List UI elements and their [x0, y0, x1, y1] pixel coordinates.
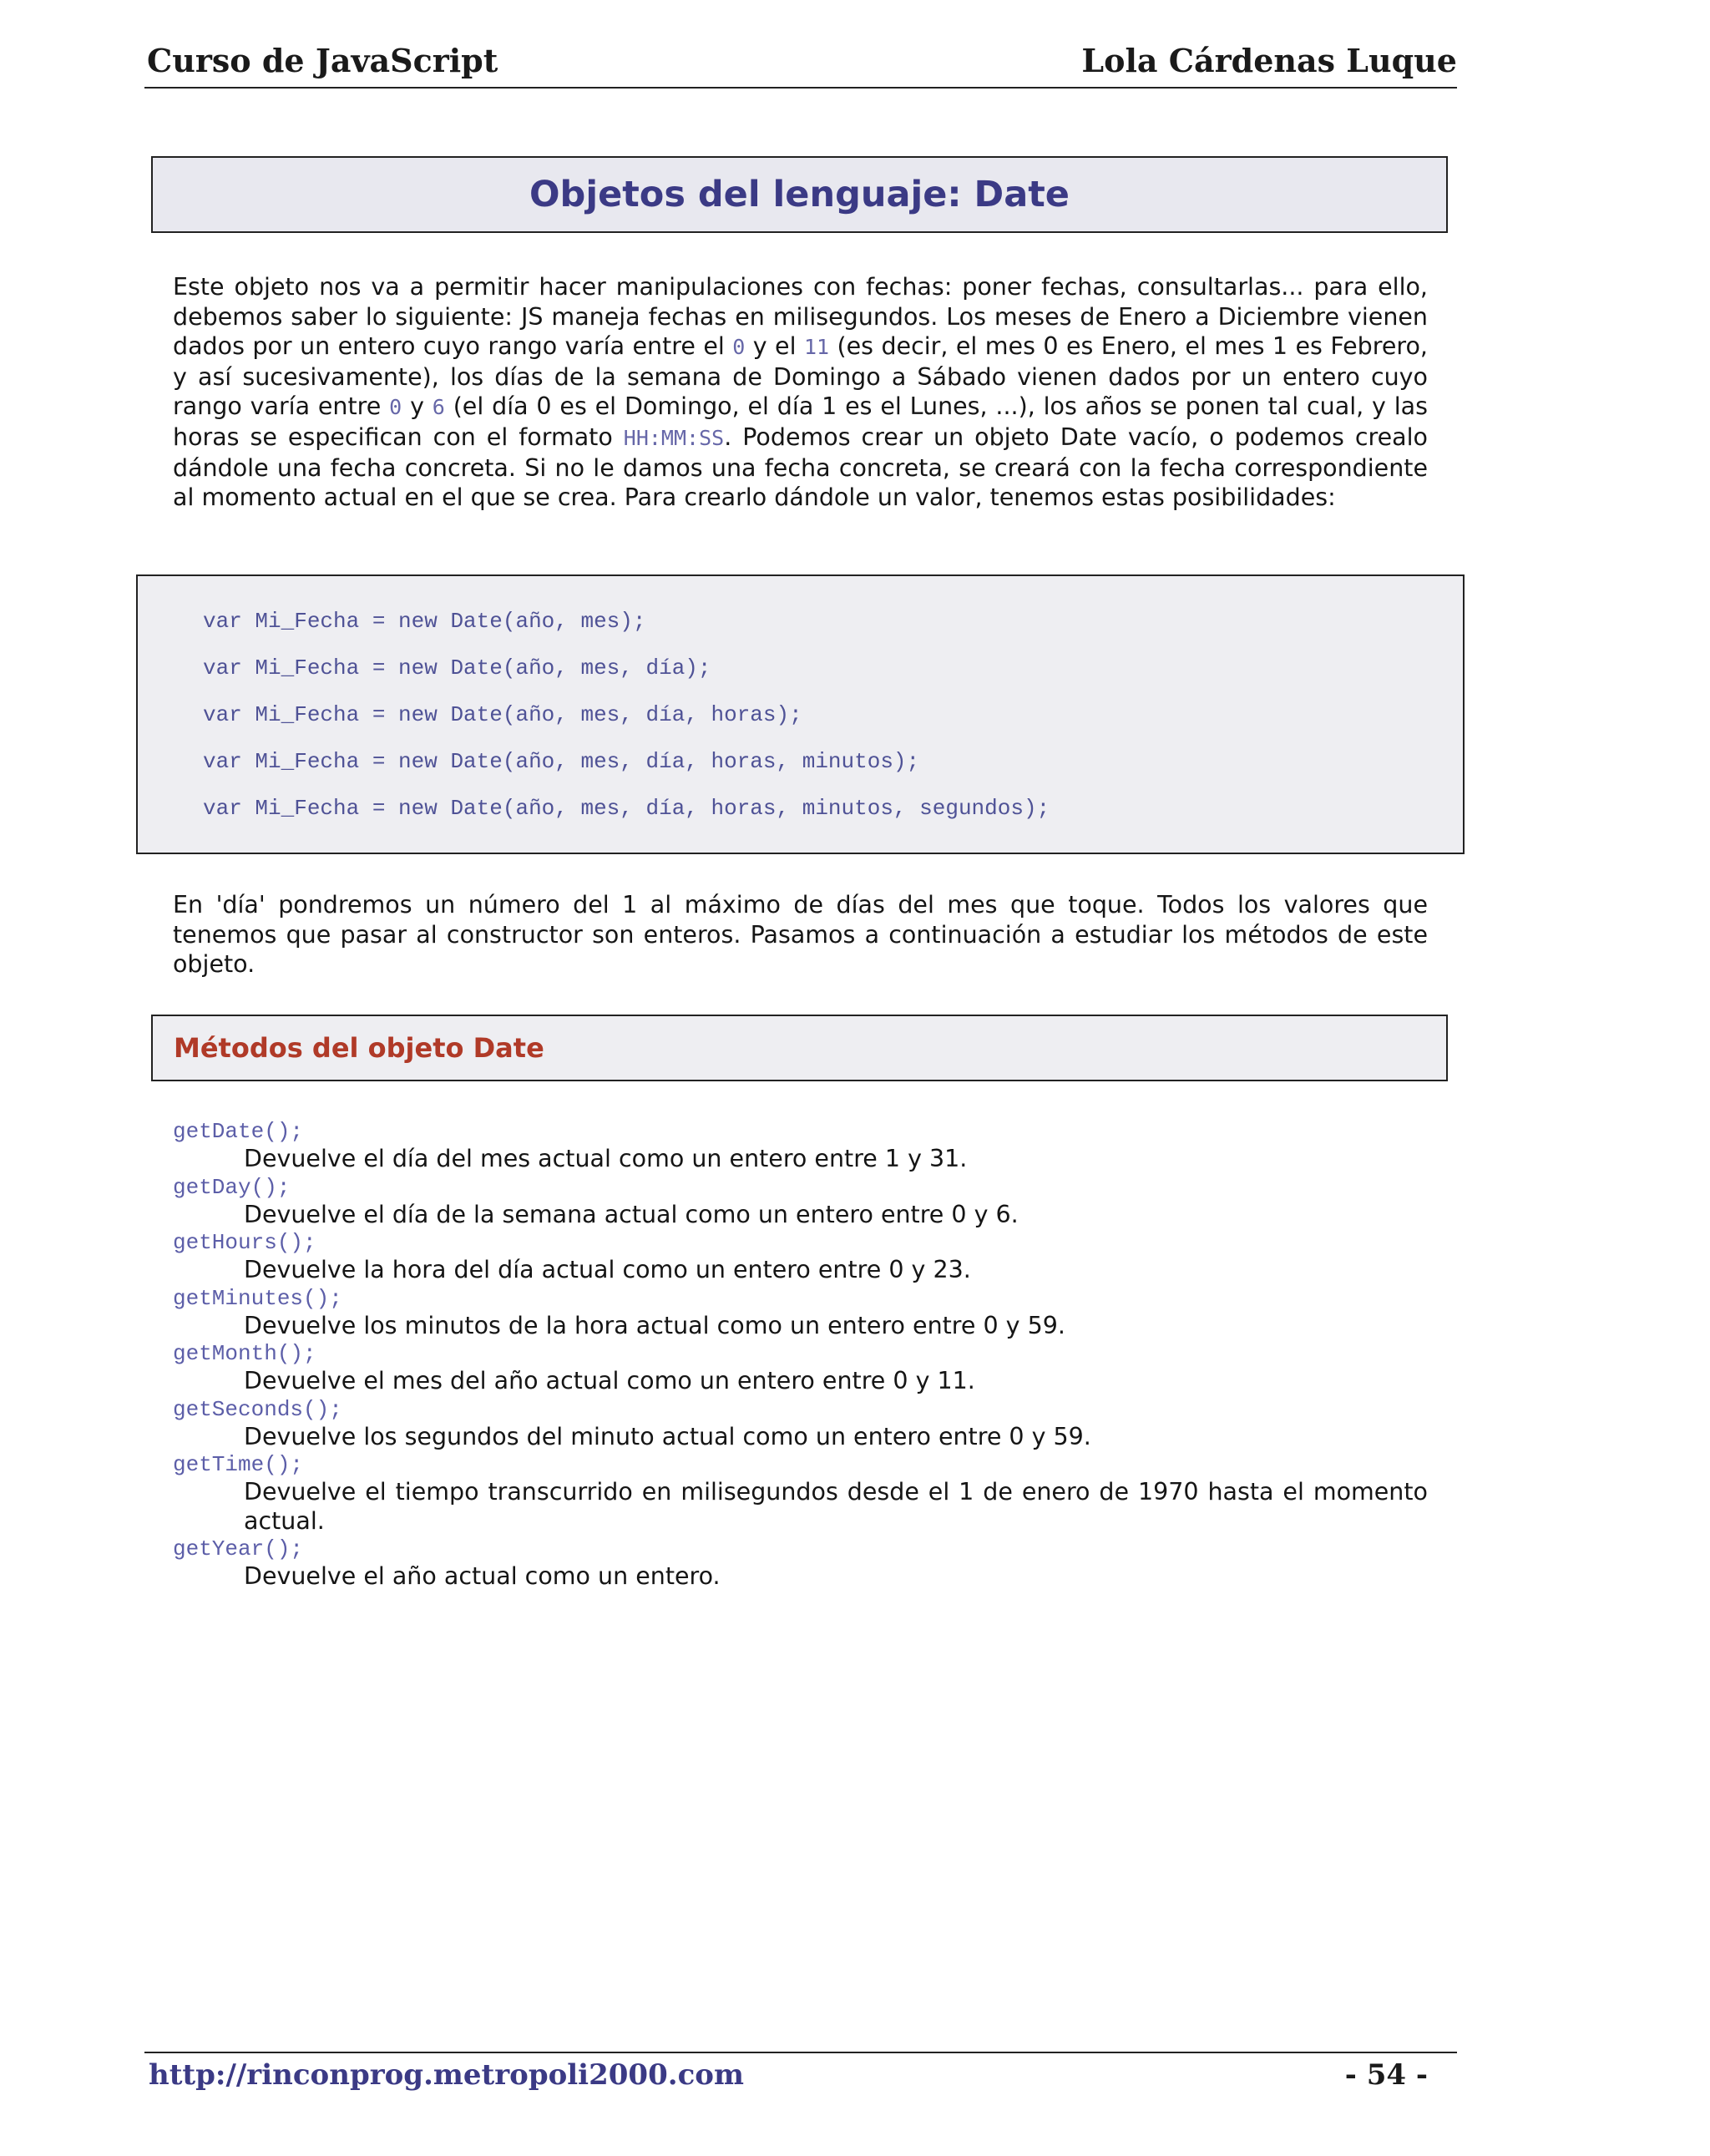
method-item — [173, 1118, 1428, 1174]
section-title: Objetos del lenguaje: Date — [529, 174, 1070, 215]
footer-website-link[interactable]: http://rinconprog.metropoli2000.com — [149, 2058, 744, 2092]
method-name: getMinutes(); — [173, 1285, 342, 1311]
method-name: getYear(); — [173, 1536, 304, 1561]
footer-divider — [144, 2052, 1457, 2053]
methods-list — [173, 1118, 1428, 1592]
constructor-note-paragraph: En 'día' pondremos un número del 1 al máximo de días del mes que toque. Todos los valores que tenemos que pasar al constructor son enteros. Pasamos a continuación a estudiar los métodos de este objeto. — [173, 891, 1428, 979]
method-item — [173, 1536, 1428, 1592]
intro-text-1: Este objeto nos va a permitir hacer manipulaciones con fechas: poner fechas, consultarlas... para ello, debemos saber lo siguiente: JS maneja fechas en milisegundos. Los meses de Enero a Diciembre vienen dados por un entero cuyo rango varía entre el — [173, 273, 1428, 361]
inline-code-month-min: 0 — [732, 335, 746, 360]
inline-code-day-max: 6 — [432, 395, 445, 420]
method-name: getMonth(); — [173, 1341, 316, 1366]
code-example-box — [136, 574, 1465, 854]
method-description: Devuelve el año actual como un entero. — [244, 1562, 721, 1590]
method-name: getDate(); — [173, 1119, 304, 1144]
page-header — [144, 42, 1457, 84]
method-item — [173, 1174, 1428, 1230]
code-line: var Mi_Fecha = new Date(año, mes, día); — [203, 655, 711, 681]
code-line: var Mi_Fecha = new Date(año, mes); — [203, 609, 646, 634]
method-description: Devuelve los minutos de la hora actual como un entero entre 0 y 59. — [244, 1311, 1065, 1339]
intro-text-2: y el — [745, 332, 804, 361]
page-number: - 54 - — [1344, 2058, 1428, 2092]
methods-title: Métodos del objeto Date — [174, 1032, 544, 1064]
intro-text-6: . Podemos crear un objeto Date vacío, o podemos crealo dándole una fecha concreta. Si no le damos una fecha concreta, se creará con la fecha correspondiente al momento actual en el que se crea. Para crearlo dándole un valor, tenemos estas posibilidades: — [173, 423, 1428, 512]
method-item — [173, 1229, 1428, 1285]
method-description: Devuelve los segundos del minuto actual como un entero entre 0 y 59. — [244, 1422, 1091, 1450]
code-line: var Mi_Fecha = new Date(año, mes, día, horas); — [203, 702, 802, 727]
method-name: getSeconds(); — [173, 1396, 342, 1422]
inline-code-time-format: HH:MM:SS — [623, 425, 725, 450]
methods-header-box — [151, 1015, 1448, 1081]
method-description: Devuelve el tiempo transcurrido en milisegundos desde el 1 de enero de 1970 hasta el momento actual. — [244, 1478, 1428, 1535]
method-item — [173, 1451, 1428, 1536]
section-title-box — [151, 156, 1448, 233]
intro-text-5: (el día 0 es el Domingo, el día 1 es el Lunes, ...), los años se ponen tal cual, y las horas se especifican con el formato — [173, 392, 1428, 451]
method-description: Devuelve el día de la semana actual como un entero entre 0 y 6. — [244, 1200, 1019, 1228]
method-description: Devuelve el mes del año actual como un entero entre 0 y 11. — [244, 1367, 975, 1394]
method-name: getTime(); — [173, 1452, 304, 1477]
method-name: getDay(); — [173, 1174, 291, 1200]
inline-code-month-max: 11 — [803, 335, 830, 360]
method-item — [173, 1396, 1428, 1452]
header-divider — [144, 87, 1457, 89]
inline-code-day-min: 0 — [389, 395, 402, 420]
header-author: Lola Cárdenas Luque — [1081, 42, 1457, 79]
method-item — [173, 1285, 1428, 1341]
method-description: Devuelve la hora del día actual como un entero entre 0 y 23. — [244, 1256, 971, 1283]
method-description: Devuelve el día del mes actual como un entero entre 1 y 31. — [244, 1145, 968, 1172]
method-item — [173, 1340, 1428, 1396]
code-line: var Mi_Fecha = new Date(año, mes, día, horas, minutos, segundos); — [203, 796, 1050, 821]
intro-text-3: (es decir, el mes 0 es Enero, el mes 1 es Febrero, y así sucesivamente), los días de la semana de Domingo a Sábado vienen dados por un entero cuyo rango varía entre — [173, 332, 1428, 421]
method-name: getHours(); — [173, 1230, 316, 1255]
code-line: var Mi_Fecha = new Date(año, mes, día, horas, minutos); — [203, 749, 920, 774]
intro-text-4: y — [402, 392, 433, 421]
intro-paragraph — [173, 272, 1428, 513]
header-course-title: Curso de JavaScript — [147, 42, 498, 79]
